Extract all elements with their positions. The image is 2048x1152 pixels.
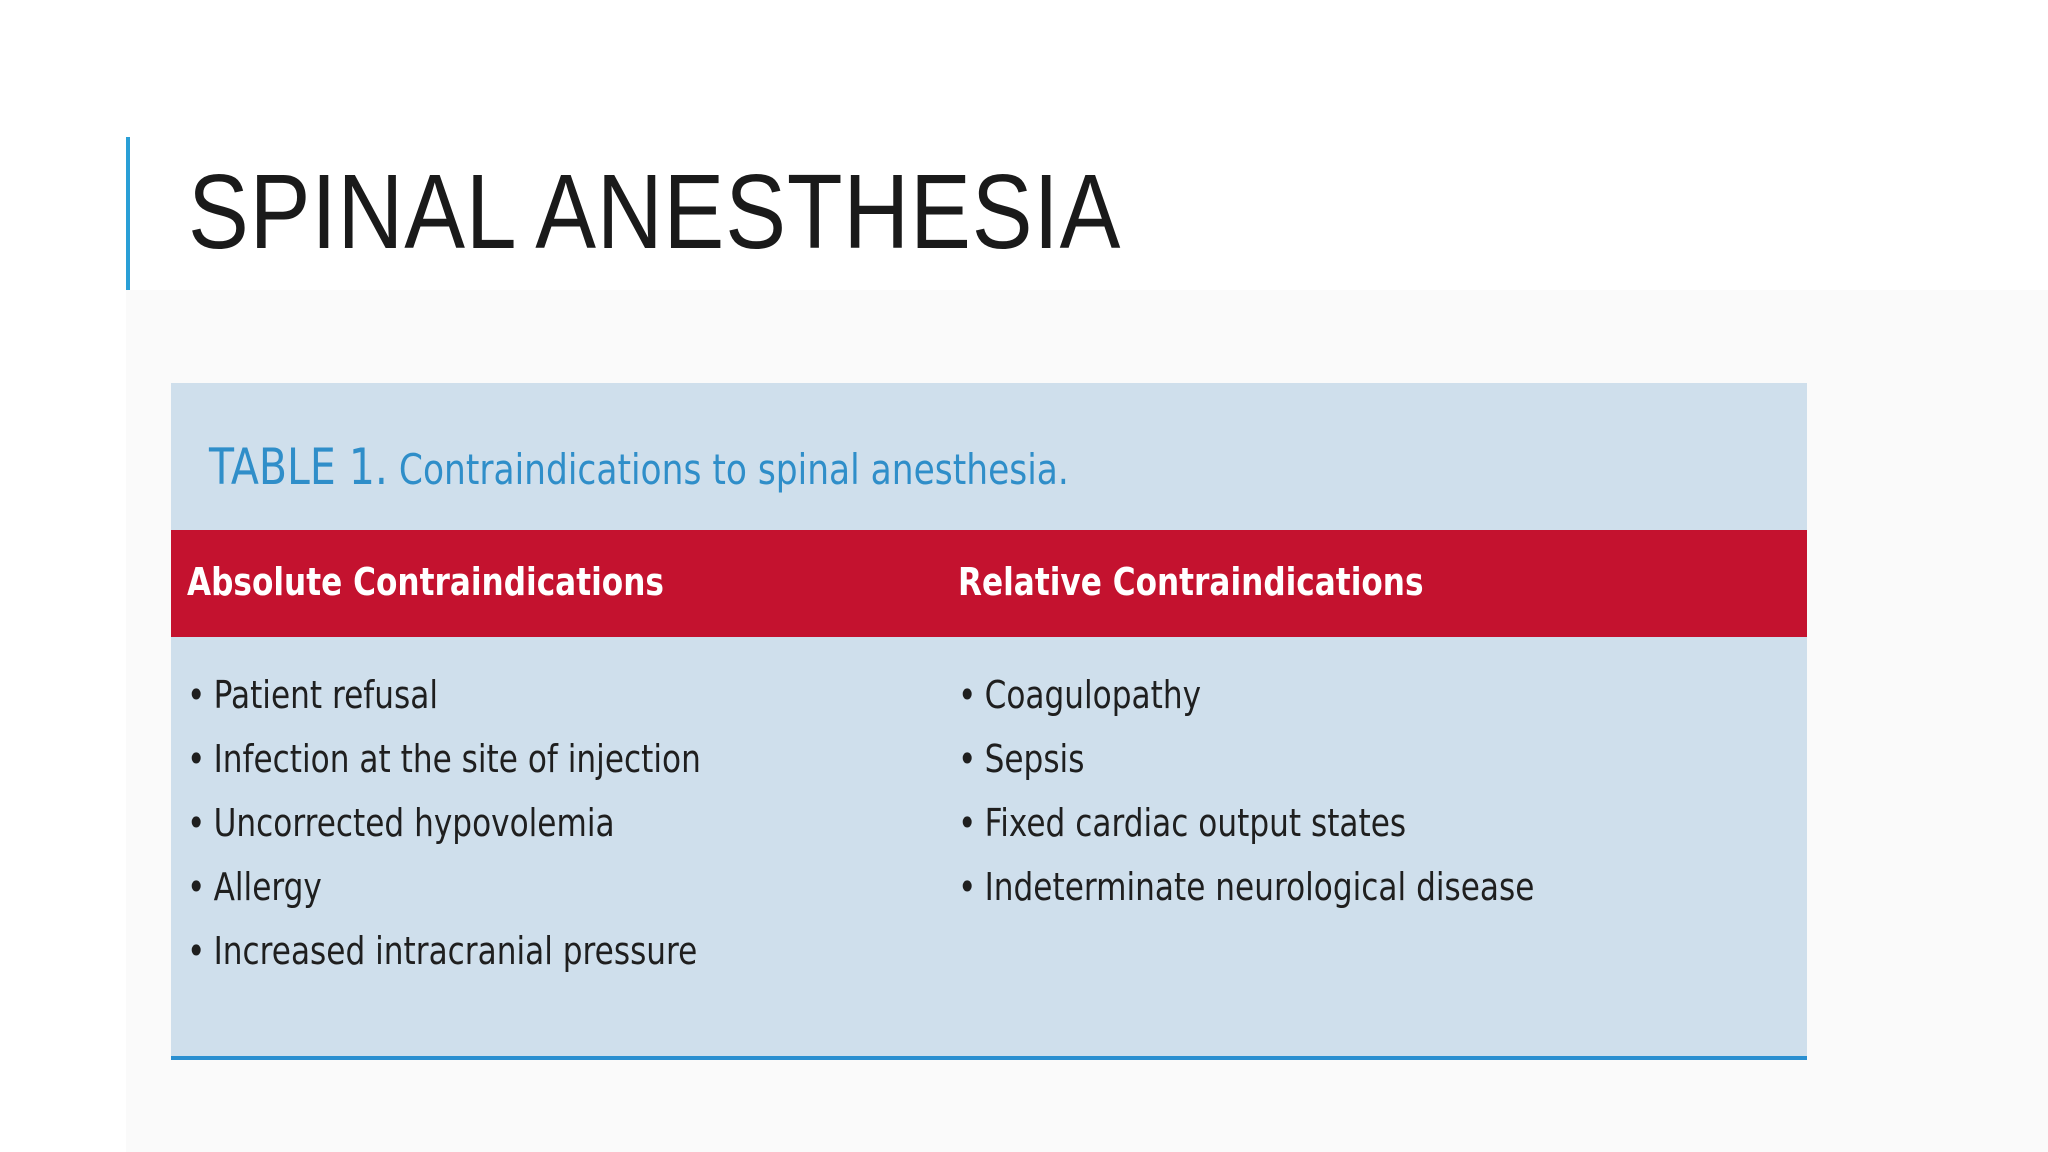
list-item [187, 855, 701, 919]
bullet-icon: • [958, 801, 977, 845]
list-item [187, 663, 701, 727]
list-item-text: Indeterminate neurological disease [984, 865, 1535, 909]
list-item-text: Increased intracranial pressure [213, 929, 698, 973]
bullet-icon: • [187, 865, 206, 909]
list-item [187, 919, 701, 983]
column-heading-absolute: Absolute Contraindications [187, 560, 664, 604]
list-item-text: Infection at the site of injection [213, 737, 701, 781]
table-caption [209, 439, 1069, 498]
list-item [958, 855, 1534, 919]
list-item [187, 727, 701, 791]
list-item [187, 791, 701, 855]
list-item-text: Uncorrected hypovolemia [213, 801, 615, 845]
column-heading-relative: Relative Contraindications [958, 560, 1424, 604]
table-caption-number: TABLE 1. [209, 438, 388, 496]
bullet-icon: • [958, 737, 977, 781]
table-header-row [171, 530, 1807, 637]
relative-contraindications-list [958, 663, 1661, 919]
absolute-contraindications-list [187, 663, 814, 983]
list-item-text: Allergy [213, 865, 322, 909]
list-item [958, 727, 1534, 791]
contraindications-table [171, 383, 1807, 1060]
table-caption-text: Contraindications to spinal anesthesia. [398, 445, 1069, 494]
bullet-icon: • [958, 673, 977, 717]
bullet-icon: • [958, 865, 977, 909]
bullet-icon: • [187, 801, 206, 845]
bullet-icon: • [187, 929, 206, 973]
slide-title: SPINAL ANESTHESIA [188, 153, 1122, 271]
list-item [958, 663, 1534, 727]
list-item [958, 791, 1534, 855]
list-item-text: Patient refusal [213, 673, 438, 717]
title-accent-bar [126, 137, 130, 293]
bullet-icon: • [187, 737, 206, 781]
list-item-text: Sepsis [984, 737, 1085, 781]
bullet-icon: • [187, 673, 206, 717]
list-item-text: Fixed cardiac output states [984, 801, 1407, 845]
list-item-text: Coagulopathy [984, 673, 1202, 717]
